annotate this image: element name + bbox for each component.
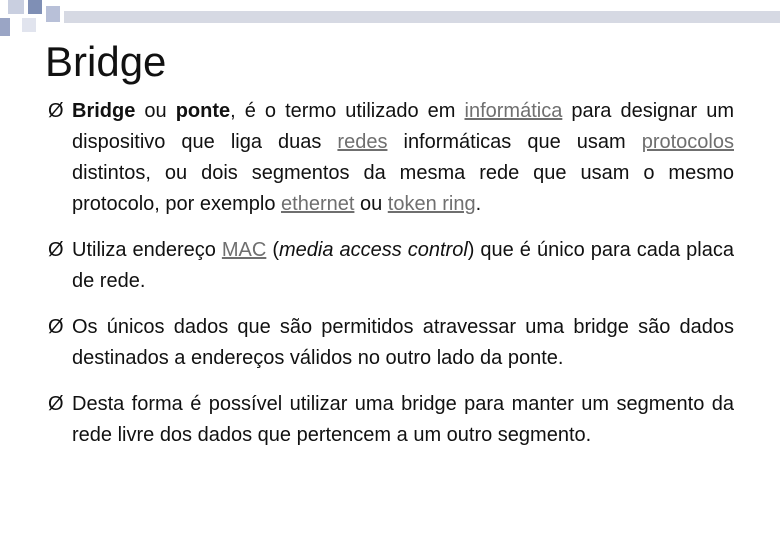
text-segment: distintos, ou dois segmentos da mesma rede que usam o mesmo protocolo, por exemplo: [72, 162, 734, 215]
bullet-item: [48, 96, 734, 220]
decor-square: [8, 0, 24, 14]
arrow-bullet-icon: Ø: [48, 393, 64, 415]
decor-square: [22, 18, 36, 32]
decor-square: [28, 0, 42, 14]
link-protocolos[interactable]: protocolos: [641, 131, 734, 153]
decor-square: [0, 18, 10, 36]
bullet-item: [48, 235, 734, 297]
link-mac[interactable]: MAC: [221, 239, 267, 261]
text-segment: Utiliza endereço: [72, 239, 222, 261]
term-ponte: ponte: [175, 100, 231, 122]
text-segment: informáticas que usam: [387, 131, 642, 153]
term-media-access-control: media access control: [279, 239, 468, 261]
header-decoration: [0, 0, 780, 40]
text-segment: .: [475, 193, 482, 215]
link-redes[interactable]: redes: [337, 131, 388, 153]
term-bridge: Bridge: [72, 100, 136, 122]
text-segment: ou: [135, 100, 176, 122]
link-token-ring[interactable]: token ring: [387, 193, 476, 215]
text-segment: ) que é único para cada placa de rede.: [72, 239, 734, 292]
text-segment: Os únicos dados que são permitidos atravessar uma bridge são dados destinados a endereços válidos no outro lado da ponte.: [72, 316, 734, 369]
text-segment: para designar um dispositivo que liga duas: [72, 100, 735, 153]
text-segment: ou: [354, 193, 388, 215]
link-ethernet[interactable]: ethernet: [281, 193, 355, 215]
bullet-list: [48, 96, 734, 466]
slide-title: Bridge: [45, 38, 167, 85]
bullet-item: [48, 389, 734, 451]
arrow-bullet-icon: Ø: [48, 100, 64, 122]
text-segment: , é o termo utilizado em: [230, 100, 465, 122]
link-informatica[interactable]: informática: [464, 100, 563, 122]
bullet-item: [48, 312, 734, 374]
text-segment: (: [266, 239, 279, 261]
arrow-bullet-icon: Ø: [48, 239, 64, 261]
arrow-bullet-icon: Ø: [48, 316, 64, 338]
decor-bar: [64, 11, 780, 23]
decor-square: [46, 6, 60, 22]
text-segment: Desta forma é possível utilizar uma bridge para manter um segmento da rede livre dos dados que pertencem a um outro segmento.: [72, 393, 734, 446]
